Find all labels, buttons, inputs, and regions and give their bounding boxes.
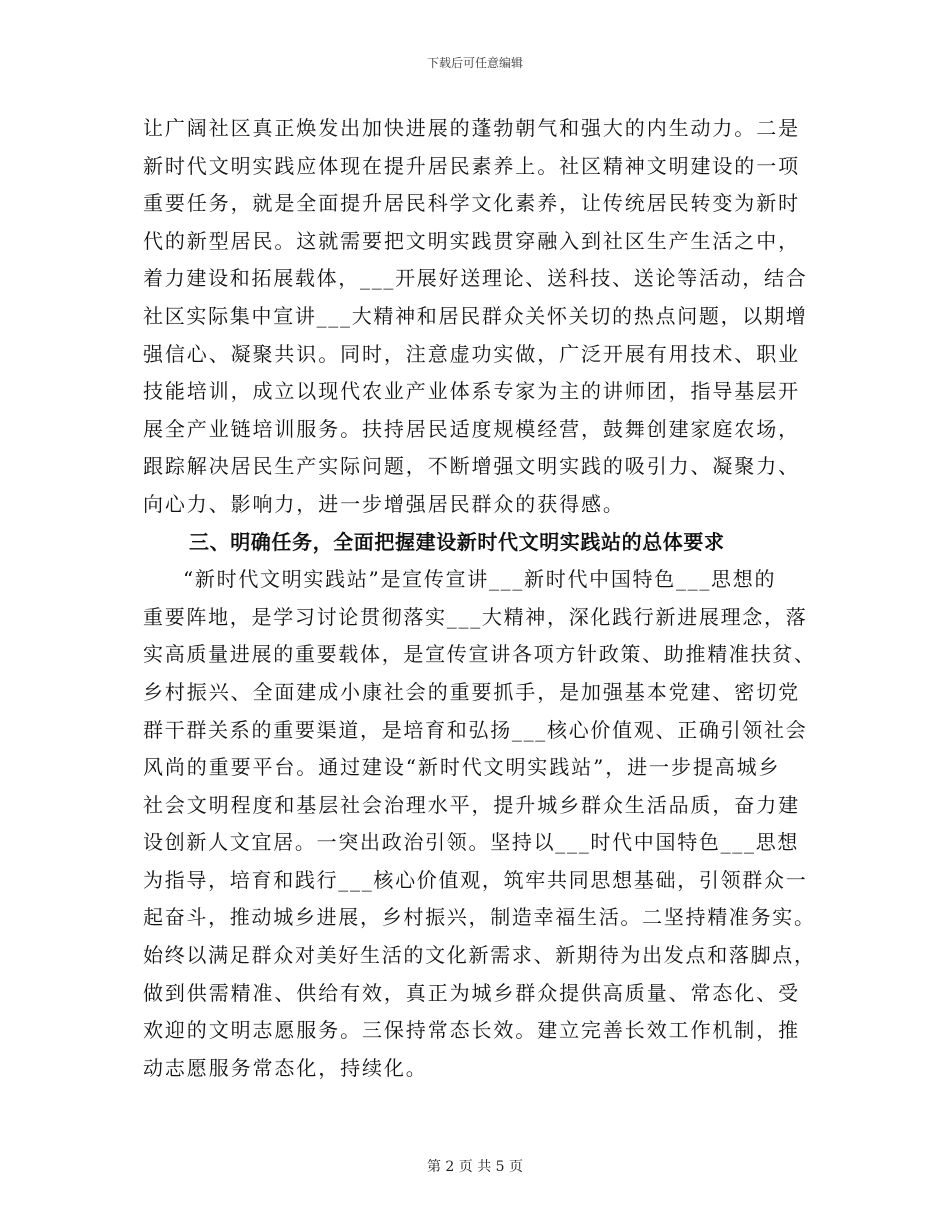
paragraph-1 xyxy=(143,110,809,524)
text-line: 向心力、影响力，进一步增强居民群众的获得感。 xyxy=(143,491,625,516)
text-line: 代的新型居民。这就需要把文明实践贯穿融入到社区生产生活之中， xyxy=(143,228,800,253)
text-line: 新时代文明实践应体现在提升居民素养上。社区精神文明建设的一项 xyxy=(143,153,800,178)
paragraph-2 xyxy=(143,561,816,1087)
text-line: 着力建设和拓展载体，___开展好送理论、送科技、送论等活动，结合 xyxy=(143,266,808,291)
text-line: 动志愿服务常态化，持续化。 xyxy=(143,1055,428,1080)
text-line: 重要阵地，是学习讨论贯彻落实___大精神，深化践行新进展理念，落 xyxy=(143,604,808,629)
text-line: 始终以满足群众对美好生活的文化新需求、新期待为出发点和落脚点， xyxy=(143,943,816,968)
text-line: 社区实际集中宣讲___大精神和居民群众关怀关切的热点问题，以期增 xyxy=(143,303,808,328)
text-line: 欢迎的文明志愿服务。三保持常态长效。建立完善长效工作机制，推 xyxy=(143,1018,800,1043)
text-line: 展全产业链培训服务。扶持居民适度规模经营，鼓舞创建家庭农场， xyxy=(143,416,800,441)
text-line: 做到供需精准、供给有效，真正为城乡群众提供高质量、常态化、受 xyxy=(143,980,800,1005)
text-line: 实高质量进展的重要载体，是宣传宣讲各项方针政策、助推精准扶贫、 xyxy=(143,642,816,667)
text-line: 乡村振兴、全面建成小康社会的重要抓手，是加强基本党建、密切党 xyxy=(143,679,800,704)
text-line: 跟踪解决居民生产实际问题，不断增强文明实践的吸引力、凝聚力、 xyxy=(143,454,800,479)
text-line: 为指导，培育和践行___核心价值观，筑牢共同思想基础，引领群众一 xyxy=(143,867,808,892)
section-heading: 三、明确任务，全面把握建设新时代文明实践站的总体要求 xyxy=(189,529,725,554)
text-line: 技能培训，成立以现代农业产业体系专家为主的讲师团，指导基层开 xyxy=(143,379,800,404)
text-line: 风尚的重要平台。通过建设“新时代文明实践站”，进一步提高城乡 xyxy=(143,755,781,780)
text-line: “新时代文明实践站”是宣传宣讲___新时代中国特色___思想的 xyxy=(183,567,777,592)
text-line: 设创新人文宜居。一突出政治引领。坚持以___时代中国特色___思想 xyxy=(143,830,800,855)
page-header: 下载后可任意编辑 xyxy=(426,56,523,70)
document-body xyxy=(143,110,816,1087)
text-line: 让广阔社区真正焕发出加快进展的蓬勃朝气和强大的内生动力。二是 xyxy=(143,116,800,140)
text-line: 社会文明程度和基层社会治理水平，提升城乡群众生活品质，奋力建 xyxy=(143,792,800,817)
page-number-footer: 第 2 页 共 5 页 xyxy=(426,1159,524,1175)
text-line: 群干群关系的重要渠道，是培育和弘扬___核心价值观、正确引领社会 xyxy=(143,717,808,742)
text-line: 强信心、凝聚共识。同时，注意虚功实做，广泛开展有用技术、职业 xyxy=(143,341,800,366)
text-line: 起奋斗，推动城乡进展，乡村振兴，制造幸福生活。二坚持精准务实。 xyxy=(143,905,816,930)
text-line: 重要任务，就是全面提升居民科学文化素养，让传统居民转变为新时 xyxy=(143,191,800,216)
